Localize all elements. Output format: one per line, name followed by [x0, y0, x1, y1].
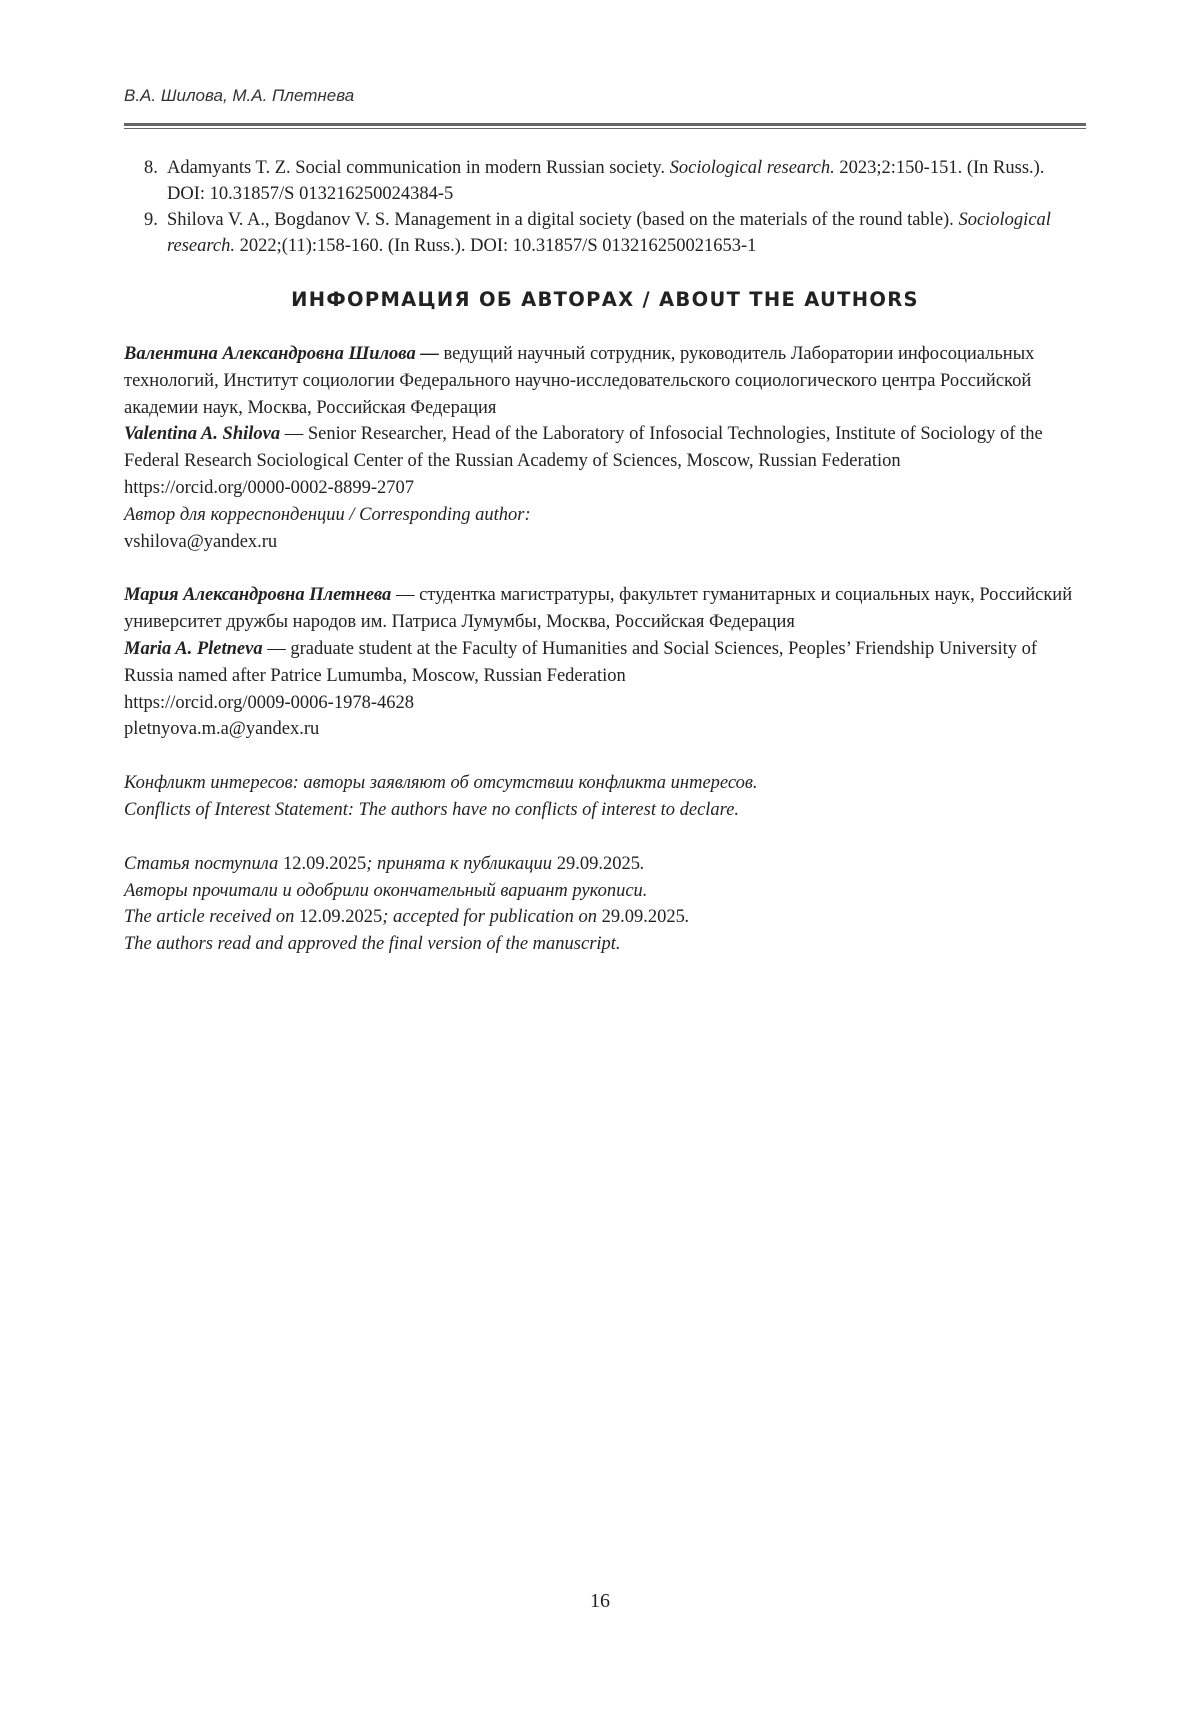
reference-list: [144, 155, 1086, 259]
reference-item: 9. Shilova V. A., Bogdanov V. S. Management in a digital society (based on the materials of the round table). Sociological research. 2022;(11):158-160. (In Russ.). DOI: 10.31857/S 013216250021653-1: [144, 207, 1086, 259]
author1-email-link[interactable]: vshilova@yandex.ru: [124, 529, 1086, 556]
journal-title: Sociological research.: [670, 158, 835, 178]
author2-email-link[interactable]: pletnyova.m.a@yandex.ru: [124, 716, 1086, 743]
author2-en: Maria A. Pletneva — graduate student at the Faculty of Humanities and Social Sciences, Peoples’ Friendship University of Russia named after Patrice Lumumba, Moscow, Russian Federation: [124, 636, 1086, 690]
author2-orcid-link[interactable]: https://orcid.org/0009-0006-1978-4628: [124, 690, 1086, 717]
approved-ru: Авторы прочитали и одобрили окончательный вариант рукописи.: [124, 878, 1086, 905]
received-date: 12.09.2025: [283, 854, 366, 874]
author1-ru-name: Валентина Александровна Шилова —: [124, 344, 439, 364]
author1-ru: Валентина Александровна Шилова — ведущий научный сотрудник, руководитель Лаборатории инфосоциальных технологий, Институт социологии Федерального научно-исследовательского социологического центра Российской академии наук, Москва, Российская Федерация: [124, 341, 1086, 421]
section-title: ИНФОРМАЦИЯ ОБ АВТОРАХ / ABOUT THE AUTHORS: [124, 288, 1086, 311]
received-date-en: 12.09.2025: [299, 907, 382, 927]
author1-en-name: Valentina A. Shilova: [124, 424, 280, 444]
author2-ru-name: Мария Александровна Плетнева: [124, 585, 391, 605]
accepted-date-en: 29.09.2025: [602, 907, 685, 927]
author1-orcid-link[interactable]: https://orcid.org/0000-0002-8899-2707: [124, 475, 1086, 502]
accepted-date: 29.09.2025: [557, 854, 640, 874]
page-number: 16: [0, 1590, 1200, 1613]
running-head: В.А. Шилова, М.А. Плетнева: [124, 86, 354, 106]
authors-section: [124, 341, 1086, 958]
author2-ru: Мария Александровна Плетнева — студентка магистратуры, факультет гуманитарных и социальных наук, Российский университет дружбы народов им. Патриса Лумумбы, Москва, Российская Федерация: [124, 582, 1086, 636]
conflict-ru: Конфликт интересов: авторы заявляют об отсутствии конфликта интересов.: [124, 770, 1086, 797]
dates-ru: Статья поступила 12.09.2025; принята к публикации 29.09.2025.: [124, 851, 1086, 878]
header-rule: [124, 123, 1086, 129]
approved-en: The authors read and approved the final version of the manuscript.: [124, 931, 1086, 958]
author1-en: Valentina A. Shilova — Senior Researcher, Head of the Laboratory of Infosocial Technologies, Institute of Sociology of the Federal Research Sociological Center of the Russian Academy of Sciences, Moscow, Russian Federation: [124, 421, 1086, 475]
corresponding-author-label: Автор для корреспонденции / Corresponding author:: [124, 502, 1086, 529]
dates-en: The article received on 12.09.2025; accepted for publication on 29.09.2025.: [124, 904, 1086, 931]
conflict-en: Conflicts of Interest Statement: The authors have no conflicts of interest to declare.: [124, 797, 1086, 824]
author2-en-name: Maria A. Pletneva: [124, 639, 263, 659]
reference-item: 8. Adamyants T. Z. Social communication in modern Russian society. Sociological research. 2023;2:150-151. (In Russ.). DOI: 10.31857/S 013216250024384-5: [144, 155, 1086, 207]
journal-title: Sociological research.: [167, 210, 1051, 256]
